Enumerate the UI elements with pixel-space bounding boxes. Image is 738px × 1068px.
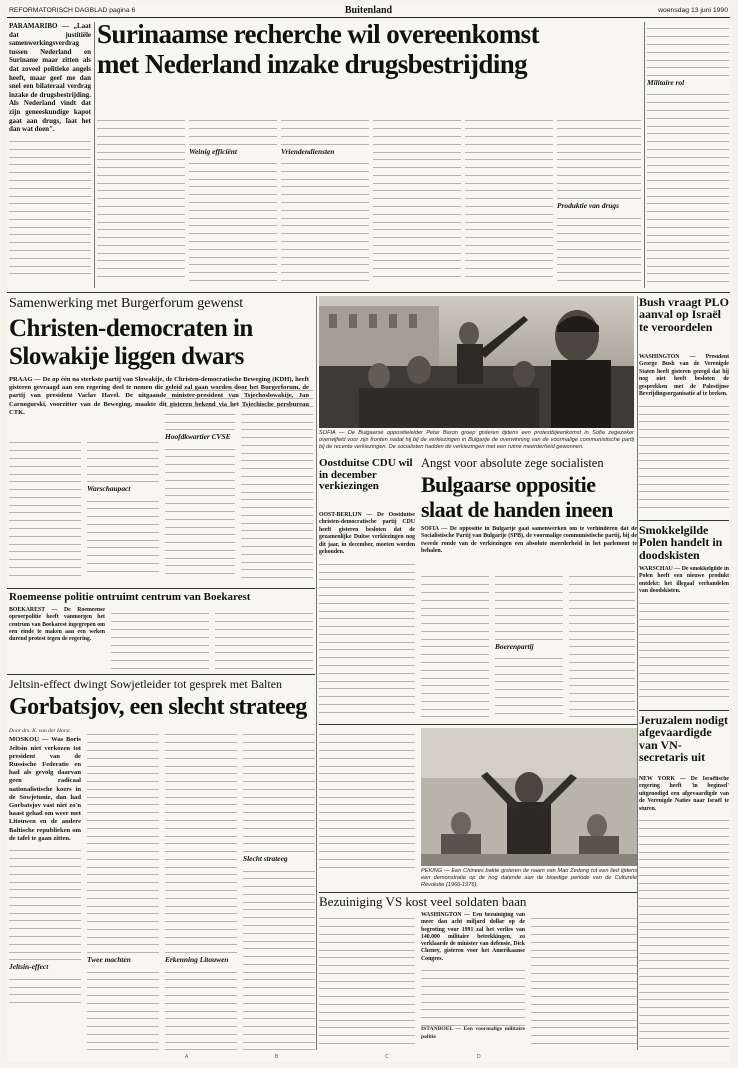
baltic-kicker-text: Jeltsin-effect dwingt Sowjetleider tot gesprek met Balten <box>9 678 283 691</box>
suriname-column-1 <box>9 22 91 288</box>
vs-column-2 <box>421 912 525 1050</box>
peking-photo <box>421 728 637 866</box>
czech-headline-line-2: Slowakije liggen dwars <box>9 343 244 370</box>
suriname-sub-weinig: Weinig efficiënt <box>189 146 237 156</box>
czech-sub-warschaupact: Warschaupact <box>87 484 131 494</box>
roemenie-lead: BOEKAREST — De Roemeense oproerpolitie heeft vanmorgen het centrum van Boekarest ingegrepen om een einde te maken aan een weken durend protest tegen de regering. <box>9 607 105 643</box>
roemenie-column-3 <box>215 607 313 671</box>
footer-mark: A <box>185 1054 189 1060</box>
column-divider <box>316 296 317 1050</box>
footer-mark: D <box>477 1054 481 1060</box>
suriname-headline-line-2: met Nederland inzake drugsbestrijding <box>97 49 528 79</box>
bulgaria-lead-text: SOFIA — De oppositie in Bulgarije gaat samenwerken om te verhinderen dat de Socialistische Partij van Bulgarije (SPB), de voormalige communistische partij, bij de tweede ronde van de verkiezingen een absolute meerderheid in het parlement te behalen. <box>421 526 637 555</box>
bulgaria-headline-line-2: slaat de handen ineen <box>421 497 613 522</box>
czech-sub-cvse: Hoofdkwartier CVSE <box>165 432 231 442</box>
jeruzalem-headline-text: Jeruzalem nodigt afgevaardigde van VN-secretaris uit <box>639 714 728 765</box>
plo-lead: WASHINGTON — President George Bush van de Verenigde Staten heeft gisteren gezegd dat hij nog niet heeft besloten de gesprekken met de Palestijnse Bevrijdingsorganisatie af te breken. <box>639 354 729 398</box>
paper-name: REFORMATORISCH DAGBLAD pagina 6 <box>9 7 136 14</box>
smokkel-headline-text: Smokkelgilde Polen handelt in doodskisten <box>639 524 723 562</box>
sofia-photo-caption: SOFIA — De Bulgaarse oppositieleider Petar Baron groep gisteren tijdens een protestbijeenkomst in Sofia zegezeker overwijfeld voor zijn fronten nadat hij bij de verkiezingen in Bulgarije de overwinning van de voormalige communistische partij bij de recente verkiezingen. De socialisten hadden de verkiezingen met een ruime meerderheid gewonnen. <box>319 430 634 450</box>
jeruzalem-lead: NEW YORK — De Israëlische regering heeft 'in beginsel' uitgenodigd een afgevaardigde van de Verenigde Naties naar Israël te sturen. <box>639 776 729 812</box>
vs-column-1 <box>319 912 415 1050</box>
cdu-lead: OOST-BERLIJN — De Oostduitse christen-democratische partij CDU heeft gisteren besloten dat de gezamenlijke Duitse verkiezingen nog dit jaar, in december, moeten worden gehouden. <box>319 512 415 556</box>
czech-column-3 <box>165 384 235 584</box>
jeruzalem-body <box>639 776 729 1050</box>
peking-photo-image <box>421 728 637 866</box>
vs-kicker <box>319 894 637 910</box>
suriname-column-8 <box>647 22 729 288</box>
baltic-kicker <box>9 678 313 692</box>
page-header <box>7 4 730 18</box>
czech-kicker-text: Samenwerking met Burgerforum gewenst <box>9 296 244 311</box>
vs-kicker-text: Bezuiniging VS kost veel soldaten baan <box>319 894 527 909</box>
smokkel-headline <box>639 524 729 564</box>
plo-body <box>639 354 729 514</box>
baltic-column-3 <box>165 728 237 1050</box>
baltic-sub-twee-machten: Twee machten <box>87 955 131 965</box>
plo-headline <box>639 296 729 350</box>
section-rule <box>7 674 315 675</box>
cdu-body <box>319 512 415 720</box>
smokkel-lead: WARSCHAU — De smokkelgilde in Polen heeft een nieuwe produkt ontdekt: het illegaal verhandelen van doodskisten. <box>639 566 729 595</box>
vs-column-3 <box>531 912 637 1050</box>
suriname-dateline: PARAMARIBO — „Laat dat justitiële samenwerkingsverdrag tussen Nederland en Suriname maar zitten als dat zoveel politieke angels heeft, maar geef me dan snel een bilateraal verdrag inzake de drugsbestrijding. Als Nederland vindt dat zijn geneeskundige kapot gaat aan drugs, laat het dan wat doen". <box>9 22 91 134</box>
suriname-column-7 <box>557 114 641 288</box>
suriname-column-6 <box>465 114 553 288</box>
vs-lead: WASHINGTON — Een bezuiniging van meer dan acht miljard dollar op de begroting voor 1991 zal het verlies van 140.000 militaire betrekkingen, zo verklaarde de minister van defensie, Dick Cheney, gisteren voor het Amerikaanse Congres. <box>421 912 525 962</box>
sofia-photo-image <box>319 296 634 428</box>
baltic-column-1 <box>9 728 81 1050</box>
cdu-continued <box>319 728 415 868</box>
czech-lead-text: PRAAG — De op één na sterkste partij van Slowakije, de Christen-democratische Beweging (KDH), heeft gisteren gevraagd aan een regering deel te nemen die geleid zal gaan worden door het Burgerforum, de partij van president Vaclav Havel. De uitgaande minister-president van Tsjechoslowakije, Jan Carnogurski, voorzitter van de Beweging, maakte dit gisteren bekend via het Tsjechische persbureau CTK. <box>9 376 309 416</box>
suriname-sub-vrienden: Vriendendiensten <box>281 146 335 156</box>
section-rule <box>639 520 729 521</box>
section-rule <box>319 724 637 725</box>
bulgaria-column-3 <box>569 570 635 720</box>
suriname-column-5 <box>373 114 461 288</box>
bulgaria-column-1 <box>421 570 489 720</box>
suriname-column-3 <box>189 114 277 288</box>
baltic-column-2 <box>87 728 159 1050</box>
istanboel-brief: ISTANBOEL — Een voormalige militaire politie <box>421 1026 525 1040</box>
page-footer <box>7 1054 730 1062</box>
czech-column-1 <box>9 436 81 584</box>
baltic-lead: MOSKOU — Was Boris Jeltsin niet verkozen tot president van de Russische Federatie en had als gevolg daarvan geen radicaal nationalistische koers in de Sowjetunie, dan had Gorbatsjov vast niet zo'n haast gehad om weer met Litouwen en de andere Baltische republieken om de tafel te gaan zitten. <box>9 736 81 842</box>
suriname-sub-militaire: Militaire rol <box>647 78 685 88</box>
footer-mark: B <box>275 1054 279 1060</box>
column-divider <box>94 22 95 288</box>
sofia-photo <box>319 296 634 428</box>
bulgaria-sub-boeren: Boerenpartij <box>495 641 534 651</box>
baltic-sub-jeltsin: Jeltsin-effect <box>9 962 49 972</box>
cdu-headline-text: Oostduitse CDU wil in december verkiezingen <box>319 458 413 493</box>
bulgaria-headline-line-1: Bulgaarse oppositie <box>421 474 596 497</box>
bulgaria-column-2 <box>495 570 563 720</box>
column-divider <box>644 22 645 288</box>
roemenie-column-1 <box>9 607 105 671</box>
newspaper-page <box>7 4 730 1062</box>
bulgaria-lead <box>421 526 637 566</box>
suriname-column-4 <box>281 114 369 288</box>
issue-date: woensdag 13 juni 1990 <box>658 7 728 14</box>
suriname-headline <box>97 21 657 81</box>
baltic-sub-erkenning: Erkenning Litouwen <box>165 955 229 965</box>
roemenie-kicker <box>9 591 313 605</box>
czech-headline <box>9 316 314 374</box>
section-rule <box>7 292 730 293</box>
baltic-headline-text: Gorbatsjov, een slecht strateeg <box>9 694 307 720</box>
column-divider <box>637 296 638 1050</box>
suriname-column-2 <box>97 114 185 288</box>
smokkel-body <box>639 566 729 706</box>
baltic-sub-slecht: Slecht strateeg <box>243 854 288 864</box>
peking-photo-caption: PEKING — Een Chinees bakte gisteren de naam van Mao Zedong tot een lied tijdens een demonstratie op de nog datende aan de bloedige periode van de Culturele Revolutie (1966-1976). <box>421 868 637 888</box>
section-rule <box>639 710 729 711</box>
czech-kicker <box>9 296 309 314</box>
plo-headline-text: Bush vraagt PLO aanval op Israël te veroordelen <box>639 296 729 334</box>
section-title: Buitenland <box>344 5 393 16</box>
section-rule <box>319 892 637 893</box>
baltic-headline <box>9 694 315 724</box>
suriname-sub-produktie: Produktie van drugs <box>557 201 620 211</box>
baltic-column-4 <box>243 728 315 1050</box>
roemenie-column-2 <box>111 607 209 671</box>
jeruzalem-headline <box>639 714 729 772</box>
czech-headline-line-1: Christen-democraten in <box>9 316 253 342</box>
bulgaria-kicker <box>421 456 637 472</box>
roemenie-kicker-text: Roemeense politie ontruimt centrum van Boekarest <box>9 591 251 603</box>
section-rule <box>7 588 315 589</box>
czech-column-2 <box>87 436 159 584</box>
suriname-body-1 <box>9 135 91 275</box>
bulgaria-headline <box>421 474 637 524</box>
footer-mark: C <box>385 1054 389 1060</box>
suriname-headline-line-1: Surinaamse recherche wil overeenkomst <box>97 21 539 49</box>
cdu-headline <box>319 458 415 510</box>
bulgaria-kicker-text: Angst voor absolute zege socialisten <box>421 456 604 470</box>
baltic-byline: Door drs. K. van der Horst <box>9 728 70 734</box>
czech-column-4 <box>241 384 313 584</box>
